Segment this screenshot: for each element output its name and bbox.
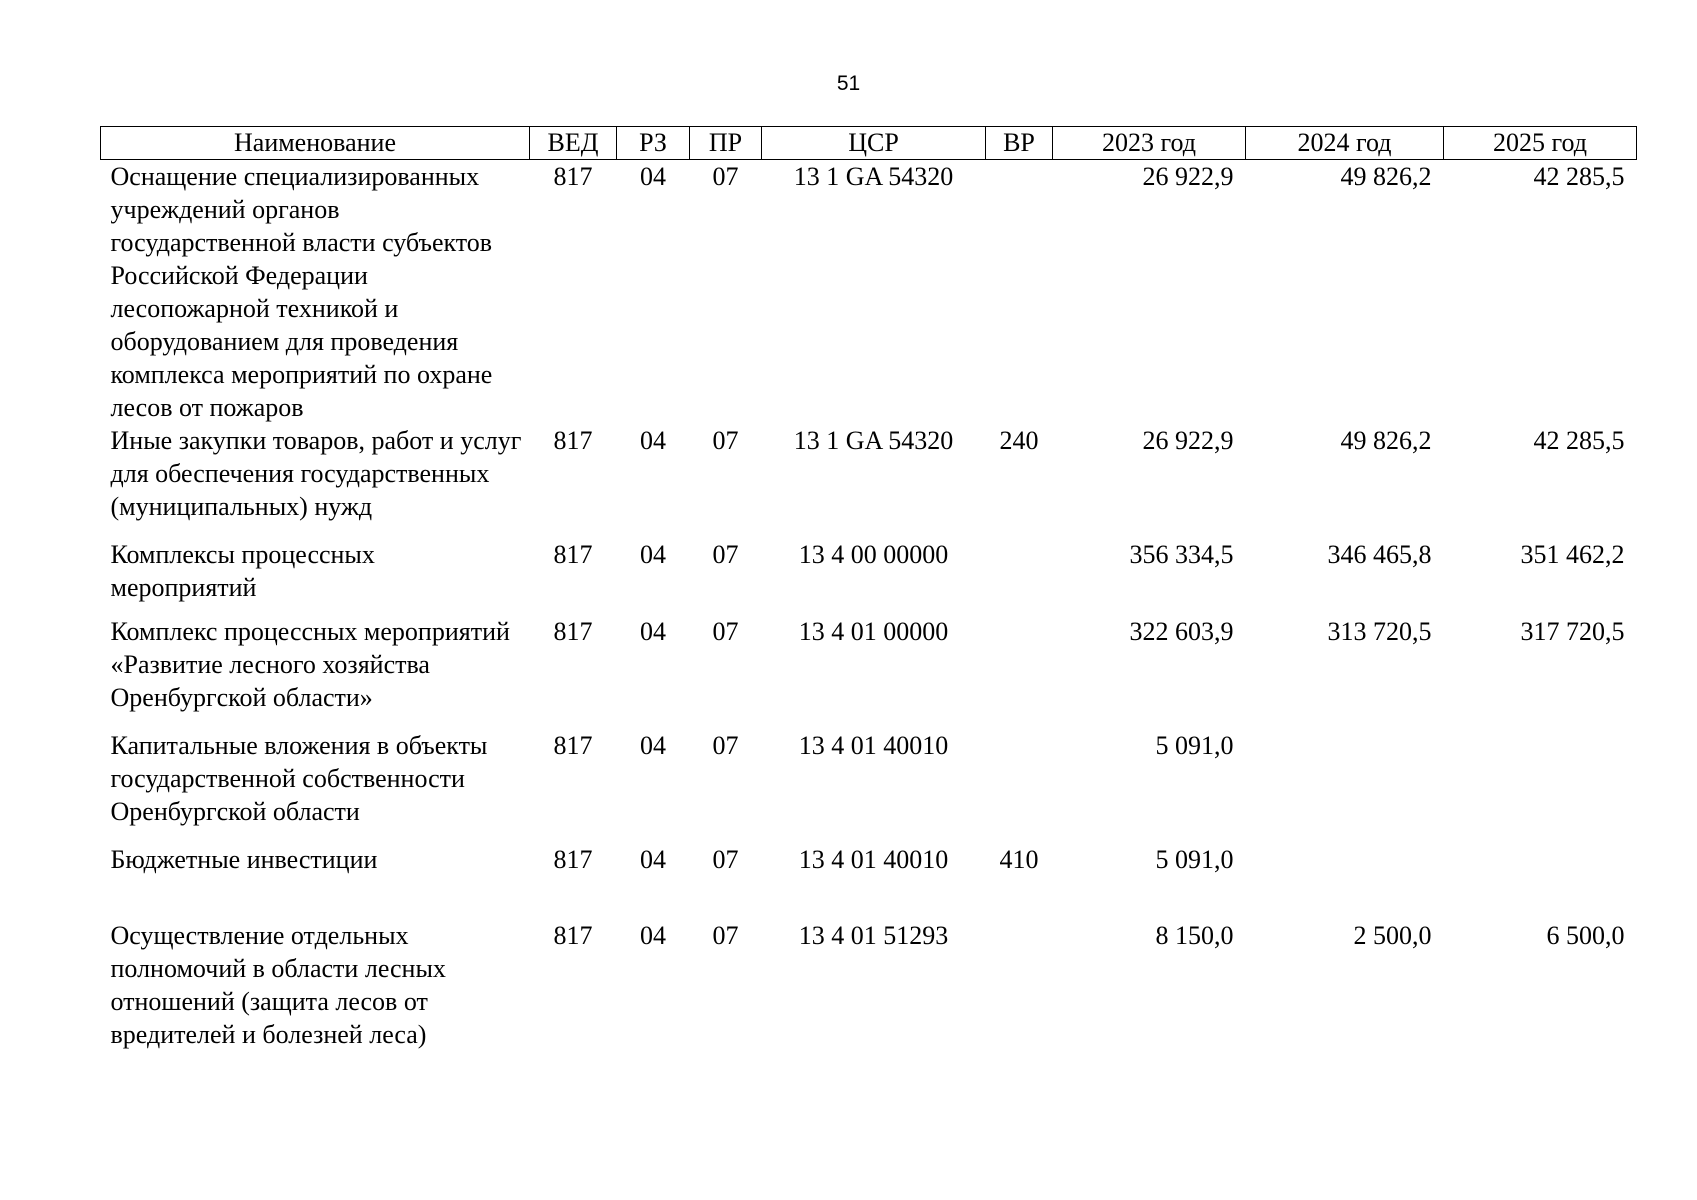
header-vr: ВР [986,127,1053,160]
header-2024: 2024 год [1246,127,1444,160]
row-2023: 356 334,5 [1129,540,1234,569]
row-2024: 2 500,0 [1353,921,1432,950]
row-rz: 04 [640,540,666,569]
row-pr: 07 [712,162,739,191]
row-name: Иные закупки товаров, работ и услуг для обеспечения государственных (муниципальных) нужд [110,426,522,521]
row-ved: 817 [553,162,593,191]
row-csr: 13 4 00 00000 [798,540,949,569]
row-rz: 04 [640,921,666,950]
header-pr: ПР [690,127,762,160]
row-2024 [1246,843,1444,919]
header-name: Наименование [101,127,530,160]
row-pr: 07 [712,617,739,646]
row-ved: 817 [553,617,593,646]
row-csr: 13 4 01 00000 [798,617,949,646]
row-2025: 42 285,5 [1533,162,1625,191]
row-rz: 04 [640,617,666,646]
row-2024: 346 465,8 [1327,540,1432,569]
row-2023: 5 091,0 [1155,731,1234,760]
row-csr: 13 4 01 51293 [798,921,949,950]
header-rz: РЗ [617,127,690,160]
row-2023: 8 150,0 [1155,921,1234,950]
row-ved: 817 [553,731,593,760]
table-row [101,424,1637,538]
row-vr [986,538,1053,615]
row-csr: 13 4 01 40010 [798,731,949,760]
row-2023: 322 603,9 [1129,617,1234,646]
row-2023: 26 922,9 [1142,162,1234,191]
row-2024 [1246,729,1444,843]
row-vr [986,615,1053,729]
row-ved: 817 [553,540,593,569]
row-name: Оснащение специализированных учреждений органов государственной власти субъектов Российской Федерации лесопожарной техникой и оборудованием для проведения комплекса мероприятий по охране лесов от пожаров [110,162,493,422]
row-2025 [1444,729,1637,843]
table-row [101,615,1637,729]
header-csr: ЦСР [762,127,986,160]
row-vr [986,160,1053,425]
row-pr: 07 [712,731,739,760]
row-2024: 49 826,2 [1340,426,1432,455]
row-2025: 6 500,0 [1546,921,1625,950]
table-row [101,160,1637,425]
row-rz: 04 [640,426,666,455]
row-pr: 07 [712,845,739,874]
row-pr: 07 [712,540,739,569]
budget-table [100,126,1637,1089]
page-number: 51 [836,72,861,95]
table-body [101,160,1637,1090]
table-row [101,843,1637,919]
table-header [101,127,1637,160]
header-ved: ВЕД [530,127,617,160]
row-name: Осуществление отдельных полномочий в области лесных отношений (защита лесов от вредителей и болезней леса) [110,921,446,1049]
row-2025 [1444,843,1637,919]
row-vr: 240 [999,426,1039,455]
row-vr [986,919,1053,1089]
row-name: Комплекс процессных мероприятий «Развитие лесного хозяйства Оренбургской области» [110,617,510,712]
row-name: Капитальные вложения в объекты государственной собственности Оренбургской области [110,731,488,826]
row-2024: 49 826,2 [1340,162,1432,191]
row-2025: 351 462,2 [1520,540,1625,569]
row-vr: 410 [999,845,1039,874]
row-2023: 5 091,0 [1155,845,1234,874]
header-2023: 2023 год [1053,127,1246,160]
header-2025: 2025 год [1444,127,1637,160]
row-name: Комплексы процессных мероприятий [110,540,375,602]
row-2025: 317 720,5 [1520,617,1625,646]
row-csr: 13 4 01 40010 [798,845,949,874]
row-rz: 04 [640,845,666,874]
row-vr [986,729,1053,843]
row-csr: 13 1 GA 54320 [793,426,954,455]
row-2023: 26 922,9 [1142,426,1234,455]
row-pr: 07 [712,921,739,950]
row-csr: 13 1 GA 54320 [793,162,954,191]
row-ved: 817 [553,426,593,455]
row-rz: 04 [640,731,666,760]
table-row [101,729,1637,843]
row-rz: 04 [640,162,666,191]
table-row [101,538,1637,615]
row-2025: 42 285,5 [1533,426,1625,455]
row-ved: 817 [553,921,593,950]
row-2024: 313 720,5 [1327,617,1432,646]
table-row [101,919,1637,1089]
row-name: Бюджетные инвестиции [110,845,378,874]
header-row [101,127,1637,160]
row-ved: 817 [553,845,593,874]
row-pr: 07 [712,426,739,455]
